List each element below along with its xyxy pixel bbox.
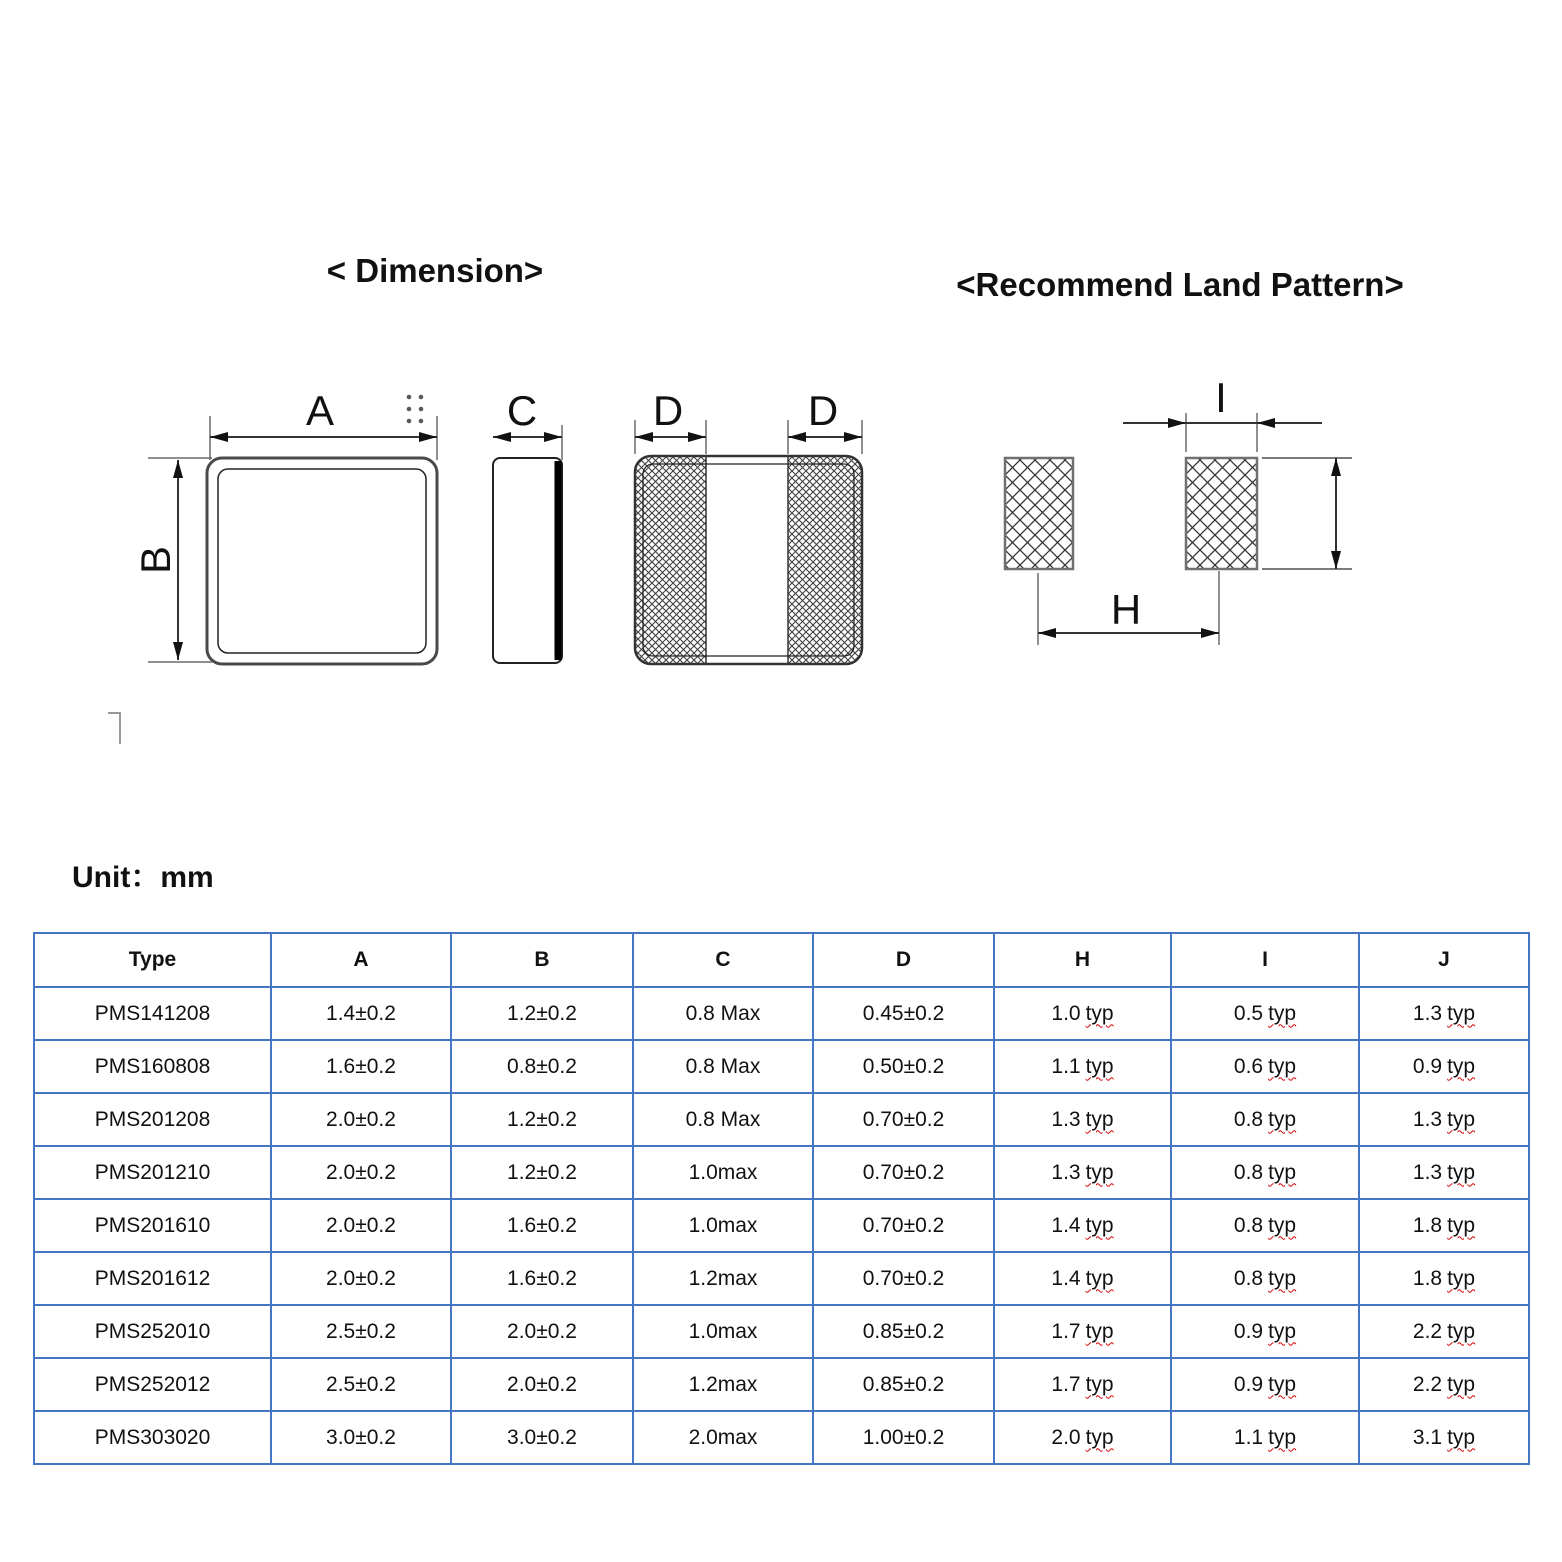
typ-suffix: typ [1085,1054,1114,1078]
cell-i: 0.8 typ [1171,1252,1359,1305]
typ-suffix: typ [1447,1425,1476,1449]
cell-type: PMS141208 [34,987,271,1040]
typ-suffix: typ [1447,1160,1476,1184]
typ-suffix: typ [1268,1107,1297,1131]
cell-a: 2.5±0.2 [271,1305,451,1358]
typ-suffix: typ [1268,1372,1297,1396]
dim-label-d-right: D [807,387,839,434]
side-outline [493,458,562,663]
dim-label-a: A [305,387,335,434]
cell-h: 2.0 typ [994,1411,1171,1464]
cell-b: 2.0±0.2 [451,1305,633,1358]
cell-j: 0.9 typ [1359,1040,1529,1093]
cell-b: 1.6±0.2 [451,1252,633,1305]
cell-h: 1.7 typ [994,1358,1171,1411]
dim-label-c: C [506,387,538,434]
cell-b: 2.0±0.2 [451,1358,633,1411]
typ-suffix: typ [1268,1213,1297,1237]
column-header-i: I [1171,933,1359,987]
cell-i: 0.6 typ [1171,1040,1359,1093]
side-view-drawing [455,380,605,680]
cell-j: 1.3 typ [1359,1146,1529,1199]
column-header-b: B [451,933,633,987]
cell-a: 2.0±0.2 [271,1093,451,1146]
cell-h: 1.3 typ [994,1146,1171,1199]
cell-type: PMS252010 [34,1305,271,1358]
table-row [34,1358,1529,1411]
dim-label-h: H [1110,586,1142,633]
cell-b: 1.6±0.2 [451,1199,633,1252]
cell-d: 0.70±0.2 [813,1146,994,1199]
cell-i: 0.8 typ [1171,1199,1359,1252]
cell-c: 1.0max [633,1305,813,1358]
table-row [34,1199,1529,1252]
column-header-type: Type [34,933,271,987]
cell-h: 1.4 typ [994,1199,1171,1252]
component-outline [207,458,437,664]
cell-d: 1.00±0.2 [813,1411,994,1464]
cell-type: PMS201610 [34,1199,271,1252]
cell-d: 0.70±0.2 [813,1252,994,1305]
cell-c: 0.8 Max [633,1093,813,1146]
dimension-section-title: < Dimension> [326,252,544,289]
cell-h: 1.4 typ [994,1252,1171,1305]
table-row [34,1093,1529,1146]
typ-suffix: typ [1085,1319,1114,1343]
typ-suffix: typ [1447,1213,1476,1237]
cell-i: 0.9 typ [1171,1305,1359,1358]
typ-suffix: typ [1447,1054,1476,1078]
cell-b: 1.2±0.2 [451,1146,633,1199]
bottom-view-drawing [610,380,890,680]
table-row [34,987,1529,1040]
cell-j: 3.1 typ [1359,1411,1529,1464]
cell-d: 0.70±0.2 [813,1093,994,1146]
typ-suffix: typ [1268,1160,1297,1184]
typ-suffix: typ [1268,1266,1297,1290]
cell-j: 2.2 typ [1359,1358,1529,1411]
unit-label: Unit：mm [72,861,214,894]
cell-b: 3.0±0.2 [451,1411,633,1464]
cell-h: 1.3 typ [994,1093,1171,1146]
cell-j: 1.8 typ [1359,1199,1529,1252]
cell-d: 0.85±0.2 [813,1358,994,1411]
cell-type: PMS252012 [34,1358,271,1411]
table-row [34,1146,1529,1199]
cell-b: 1.2±0.2 [451,1093,633,1146]
cell-b: 1.2±0.2 [451,987,633,1040]
cell-h: 1.0 typ [994,987,1171,1040]
cell-d: 0.70±0.2 [813,1199,994,1252]
typ-suffix: typ [1268,1054,1297,1078]
column-header-a: A [271,933,451,987]
land-pattern-section-title: <Recommend Land Pattern> [956,266,1404,303]
cell-d: 0.50±0.2 [813,1040,994,1093]
cell-d: 0.85±0.2 [813,1305,994,1358]
column-header-j: J [1359,933,1529,987]
cell-a: 1.4±0.2 [271,987,451,1040]
corner-artifact-mark [108,712,121,744]
cell-j: 1.8 typ [1359,1252,1529,1305]
cell-d: 0.45±0.2 [813,987,994,1040]
cell-type: PMS201612 [34,1252,271,1305]
cell-a: 1.6±0.2 [271,1040,451,1093]
cell-i: 0.8 typ [1171,1146,1359,1199]
typ-suffix: typ [1447,1001,1476,1025]
typ-suffix: typ [1268,1001,1297,1025]
top-view-drawing [130,380,475,680]
typ-suffix: typ [1085,1213,1114,1237]
cell-a: 2.0±0.2 [271,1199,451,1252]
cell-type: PMS160808 [34,1040,271,1093]
cell-h: 1.1 typ [994,1040,1171,1093]
cell-type: PMS303020 [34,1411,271,1464]
typ-suffix: typ [1085,1425,1114,1449]
dimensions-table [33,932,1530,1465]
land-pad-right [1186,458,1257,569]
cell-a: 2.5±0.2 [271,1358,451,1411]
cell-i: 0.8 typ [1171,1093,1359,1146]
cell-i: 0.5 typ [1171,987,1359,1040]
table-header-row [34,933,1529,987]
typ-suffix: typ [1447,1319,1476,1343]
cell-j: 2.2 typ [1359,1305,1529,1358]
cell-c: 1.2max [633,1252,813,1305]
table-row [34,1411,1529,1464]
cell-b: 0.8±0.2 [451,1040,633,1093]
table-row [34,1252,1529,1305]
typ-suffix: typ [1085,1266,1114,1290]
typ-suffix: typ [1447,1107,1476,1131]
typ-suffix: typ [1085,1107,1114,1131]
cell-c: 1.0max [633,1146,813,1199]
cell-c: 1.2max [633,1358,813,1411]
dim-label-d-left: D [652,387,684,434]
cell-h: 1.7 typ [994,1305,1171,1358]
typ-suffix: typ [1085,1001,1114,1025]
cell-c: 2.0max [633,1411,813,1464]
column-header-d: D [813,933,994,987]
cell-c: 1.0max [633,1199,813,1252]
cell-i: 0.9 typ [1171,1358,1359,1411]
land-pattern-drawing [960,370,1440,690]
typ-suffix: typ [1268,1319,1297,1343]
cell-c: 0.8 Max [633,987,813,1040]
dimension-j-arrow [1262,458,1352,569]
typ-suffix: typ [1085,1372,1114,1396]
cell-a: 3.0±0.2 [271,1411,451,1464]
cell-type: PMS201208 [34,1093,271,1146]
table-row [34,1305,1529,1358]
dim-label-b: B [132,545,179,575]
cell-j: 1.3 typ [1359,987,1529,1040]
typ-suffix: typ [1447,1266,1476,1290]
table-row [34,1040,1529,1093]
typ-suffix: typ [1268,1425,1297,1449]
column-header-c: C [633,933,813,987]
land-pad-left [1005,458,1073,569]
cell-c: 0.8 Max [633,1040,813,1093]
cell-j: 1.3 typ [1359,1093,1529,1146]
cell-type: PMS201210 [34,1146,271,1199]
typ-suffix: typ [1447,1372,1476,1396]
dim-label-i: I [1215,374,1227,421]
cell-i: 1.1 typ [1171,1411,1359,1464]
dot-grid-marker [407,395,424,424]
column-header-h: H [994,933,1171,987]
typ-suffix: typ [1085,1160,1114,1184]
cell-a: 2.0±0.2 [271,1252,451,1305]
cell-a: 2.0±0.2 [271,1146,451,1199]
